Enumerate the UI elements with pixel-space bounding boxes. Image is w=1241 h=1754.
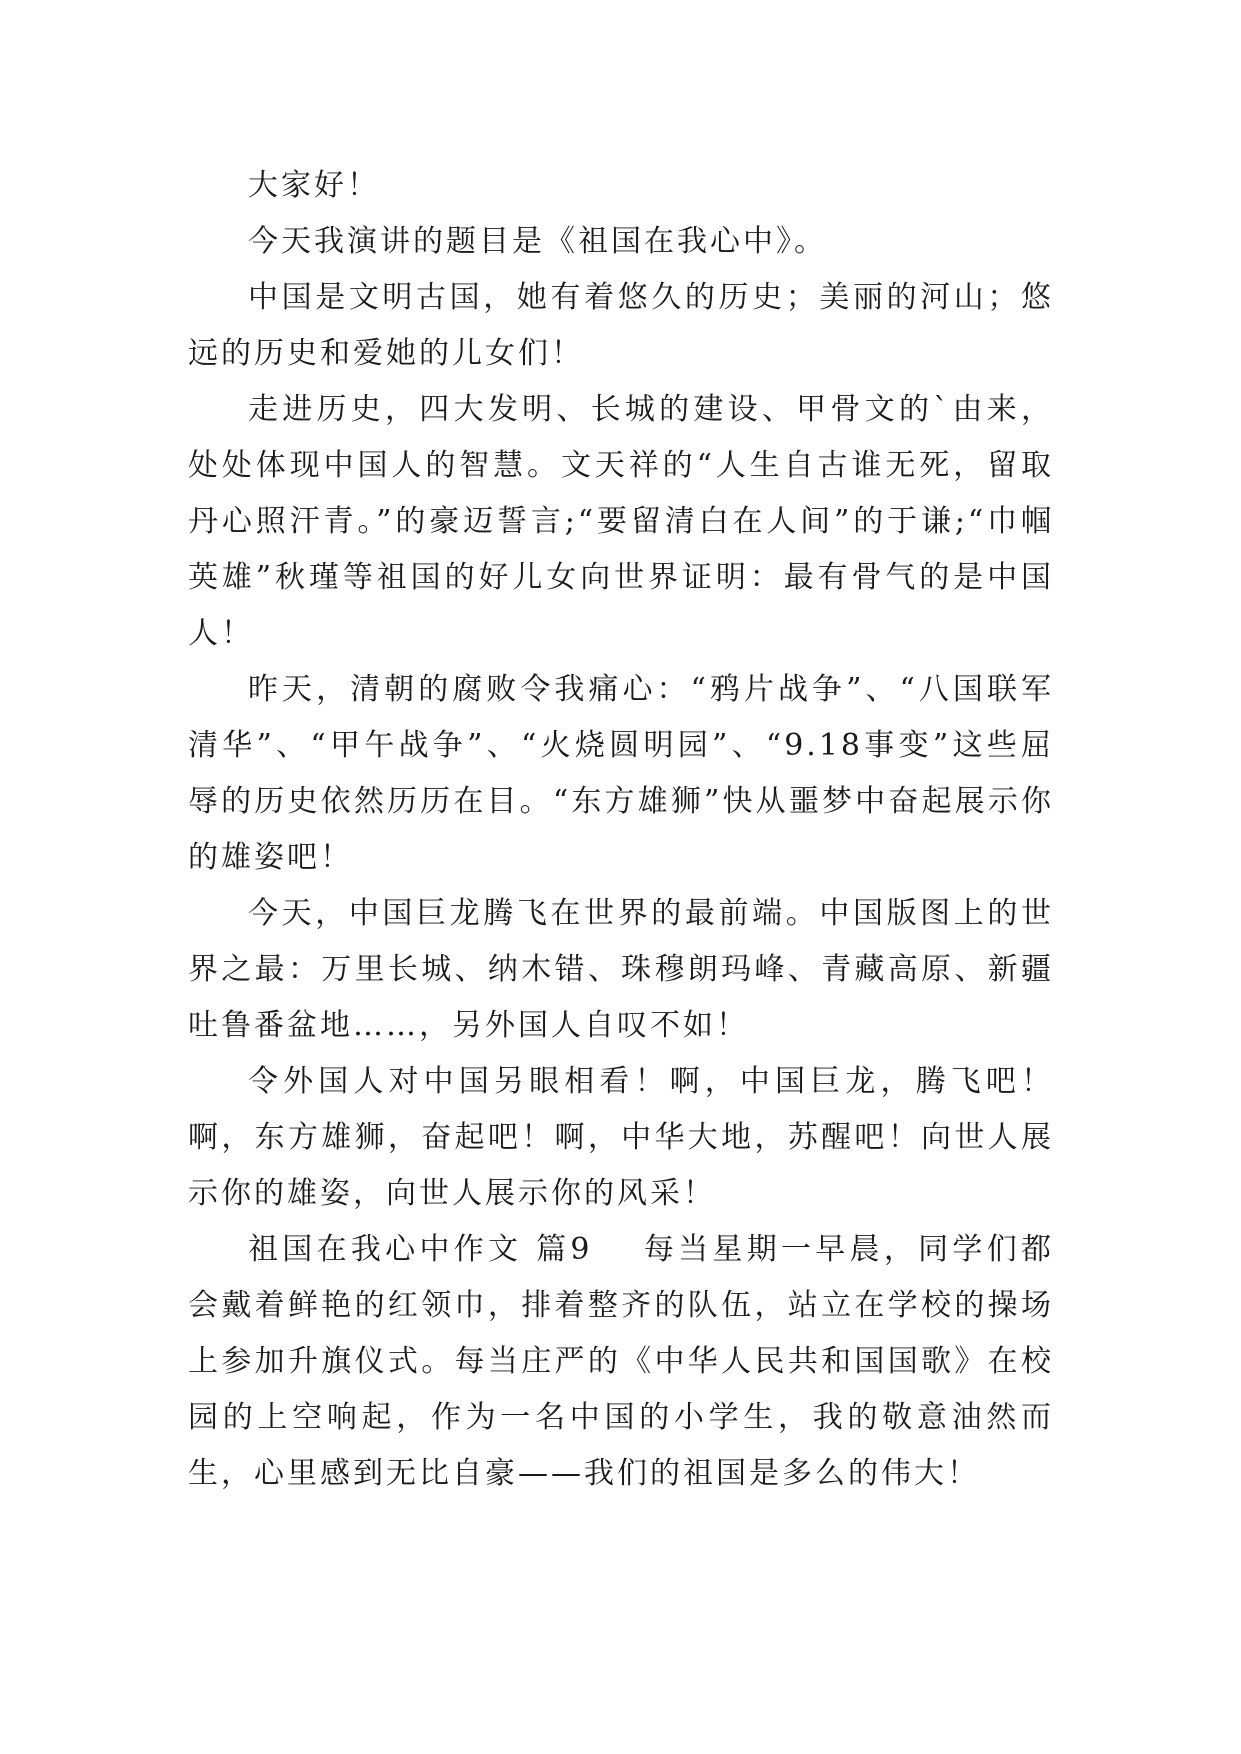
document-body	[188, 158, 1054, 1502]
paragraph-today: 今天，中国巨龙腾飞在世界的最前端。中国版图上的世界之最：万里长城、纳木错、珠穆朗玛峰、青藏高原、新疆吐鲁番盆地……，另外国人自叹不如！	[188, 896, 1054, 1043]
paragraph-ancient-nation: 中国是文明古国，她有着悠久的历史；美丽的河山；悠远的历史和爱她的儿女们！	[188, 280, 1054, 371]
paragraph-history: 走进历史，四大发明、长城的建设、甲骨文的`由来，处处体现中国人的智慧。文天祥的“人生自古谁无死，留取丹心照汗青。”的豪迈誓言;“要留清白在人间”的于谦;“巾帼英雄”秋瑾等祖国的好儿女向世界证明：最有骨气的是中国人！	[188, 392, 1054, 651]
essay-body: 每当星期一早晨，同学们都会戴着鲜艳的红领巾，排着整齐的队伍，站立在学校的操场上参加升旗仪式。每当庄严的《中华人民共和国国歌》在校园的上空响起，作为一名中国的小学生，我的敬意油然而生，心里感到无比自豪——我们的祖国是多么的伟大！	[188, 1232, 1055, 1491]
essay-heading: 祖国在我心中作文 篇9	[248, 1232, 593, 1267]
paragraph-greeting: 大家好！	[248, 168, 380, 203]
paragraph-yesterday: 昨天，清朝的腐败令我痛心：“鸦片战争”、“八国联军清华”、“甲午战争”、“火烧圆明园”、“9.18事变”这些屈辱的历史依然历历在目。“东方雄狮”快从噩梦中奋起展示你的雄姿吧！	[188, 672, 1054, 875]
paragraph-speech-title: 今天我演讲的题目是《祖国在我心中》。	[248, 224, 827, 259]
paragraph-exclamation: 令外国人对中国另眼相看！啊，中国巨龙，腾飞吧！啊，东方雄狮，奋起吧！啊，中华大地，苏醒吧！向世人展示你的雄姿，向世人展示你的风采！	[188, 1064, 1054, 1211]
paragraph-essay-9	[188, 1222, 1054, 1502]
